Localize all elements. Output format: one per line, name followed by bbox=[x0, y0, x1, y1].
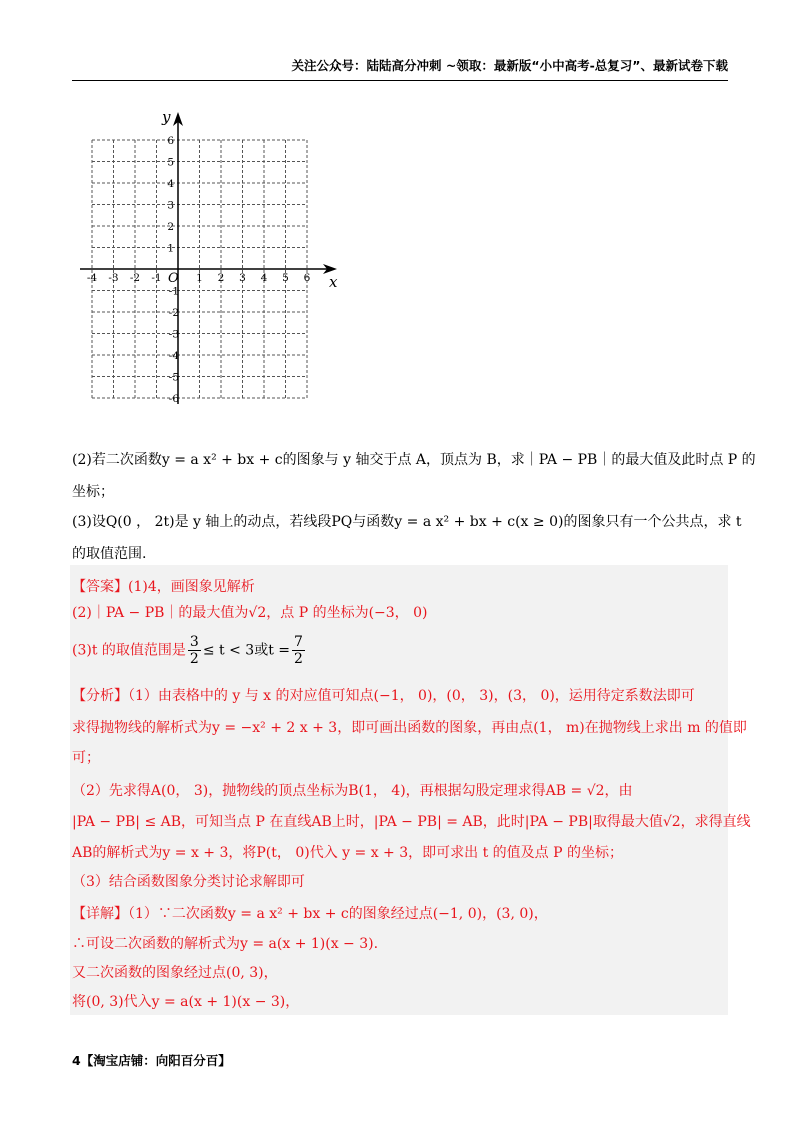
fraction-denominator: 2 bbox=[189, 651, 199, 667]
y-tick-label: -3 bbox=[168, 328, 179, 341]
x-tick-label: -1 bbox=[151, 272, 162, 284]
fraction-numerator: 3 bbox=[189, 634, 199, 650]
x-tick-label: 2 bbox=[217, 272, 225, 284]
answer-line-1: 【答案】(1)4，画图象见解析 bbox=[72, 579, 255, 595]
y-tick-label: -4 bbox=[168, 350, 179, 362]
answer-3-prefix: (3)t 的取值范围是 bbox=[72, 642, 186, 659]
y-tick-label: -6 bbox=[168, 393, 179, 405]
detail-line-3: 又二次函数的图象经过点(0, 3)， bbox=[72, 965, 278, 981]
analysis-line-1: 【分析】（1）由表格中的 y 与 x 的对应值可知点(−1， 0)，(0， 3)，(3， 0)，运用待定系数法即可 bbox=[72, 688, 695, 704]
x-tick-label: -3 bbox=[108, 272, 119, 284]
analysis-line-5: |PA − PB| ≤ AB，可知当点 P 在直线AB上时，|PA − PB| = AB，此时|PA − PB|取得最大值√2，求得直线 bbox=[72, 814, 751, 830]
y-axis-label: y bbox=[162, 108, 171, 126]
detail-line-1: 【详解】（1）∵二次函数y = a x² + bx + c的图象经过点(−1, 0)，(3, 0)， bbox=[72, 906, 548, 922]
origin-label: O bbox=[168, 271, 179, 286]
y-tick-label: -1 bbox=[168, 285, 179, 298]
x-axis-label: x bbox=[329, 273, 338, 291]
x-tick-label: 5 bbox=[282, 272, 289, 284]
fraction-three-halves bbox=[188, 634, 201, 667]
x-tick-label: -2 bbox=[129, 272, 141, 284]
coordinate-grid bbox=[78, 108, 358, 408]
page-header: 关注公众号：陆陆高分冲刺 ~领取：最新版“小中高考-总复习”、最新试卷下载 bbox=[72, 56, 728, 81]
x-tick-label: 3 bbox=[239, 272, 246, 284]
question-3-line-2: 的取值范围. bbox=[72, 546, 147, 562]
analysis-line-7: （3）结合函数图象分类讨论求解即可 bbox=[72, 874, 305, 890]
fraction-numerator: 7 bbox=[294, 634, 303, 650]
analysis-line-2: 求得抛物线的解析式为y = −x² + 2 x + 3，即可画出函数的图象，再由点(1， m)在抛物线上求出 m 的值即 bbox=[72, 720, 747, 736]
y-tick-label: 1 bbox=[167, 242, 174, 255]
y-tick-label: 6 bbox=[167, 135, 174, 147]
detail-line-4: 将(0, 3)代入y = a(x + 1)(x − 3)， bbox=[72, 994, 300, 1010]
coordinate-grid-figure bbox=[78, 108, 358, 412]
question-2-line-1: (2)若二次函数y = a x² + bx + c的图象与 y 轴交于点 A，顶点为 B，求｜PA − PB｜的最大值及此时点 P 的 bbox=[72, 452, 756, 468]
page-footer: 4【淘宝店铺：向阳百分百】 bbox=[72, 1053, 231, 1068]
detail-line-2: ∴可设二次函数的解析式为y = a(x + 1)(x − 3). bbox=[72, 936, 379, 952]
y-tick-label: -2 bbox=[168, 307, 179, 319]
x-tick-label: 4 bbox=[260, 272, 268, 284]
y-tick-label: 5 bbox=[167, 156, 174, 169]
y-tick-label: 4 bbox=[167, 178, 174, 190]
fraction-denominator: 2 bbox=[294, 651, 303, 667]
answer-line-3 bbox=[72, 634, 307, 667]
x-tick-label: 1 bbox=[196, 272, 203, 284]
analysis-line-3: 可； bbox=[72, 750, 100, 766]
question-3-line-1: (3)设Q(0 ， 2t)是 y 轴上的动点，若线段PQ与函数y = a x² + bx + c(x ≥ 0)的图象只有一个公共点，求 t bbox=[72, 514, 742, 530]
analysis-line-4: （2）先求得A(0， 3)，抛物线的顶点坐标为B(1， 4)，再根据勾股定理求得AB = √2，由 bbox=[72, 783, 633, 799]
answer-3-middle: ≤ t < 3或t = bbox=[202, 642, 290, 659]
answer-line-2: (2)｜PA − PB｜的最大值为√2，点 P 的坐标为(−3， 0) bbox=[72, 605, 428, 621]
x-tick-label: -4 bbox=[86, 272, 98, 284]
analysis-line-6: AB的解析式为y = x + 3，将P(t， 0)代入 y = x + 3，即可求出 t 的值及点 P 的坐标； bbox=[72, 845, 623, 861]
y-tick-label: 3 bbox=[167, 199, 174, 212]
y-tick-label: -5 bbox=[168, 371, 179, 384]
y-tick-label: 2 bbox=[167, 221, 174, 233]
x-tick-label: 6 bbox=[303, 272, 311, 284]
fraction-seven-halves bbox=[292, 634, 305, 667]
question-2-line-2: 坐标； bbox=[72, 484, 114, 500]
